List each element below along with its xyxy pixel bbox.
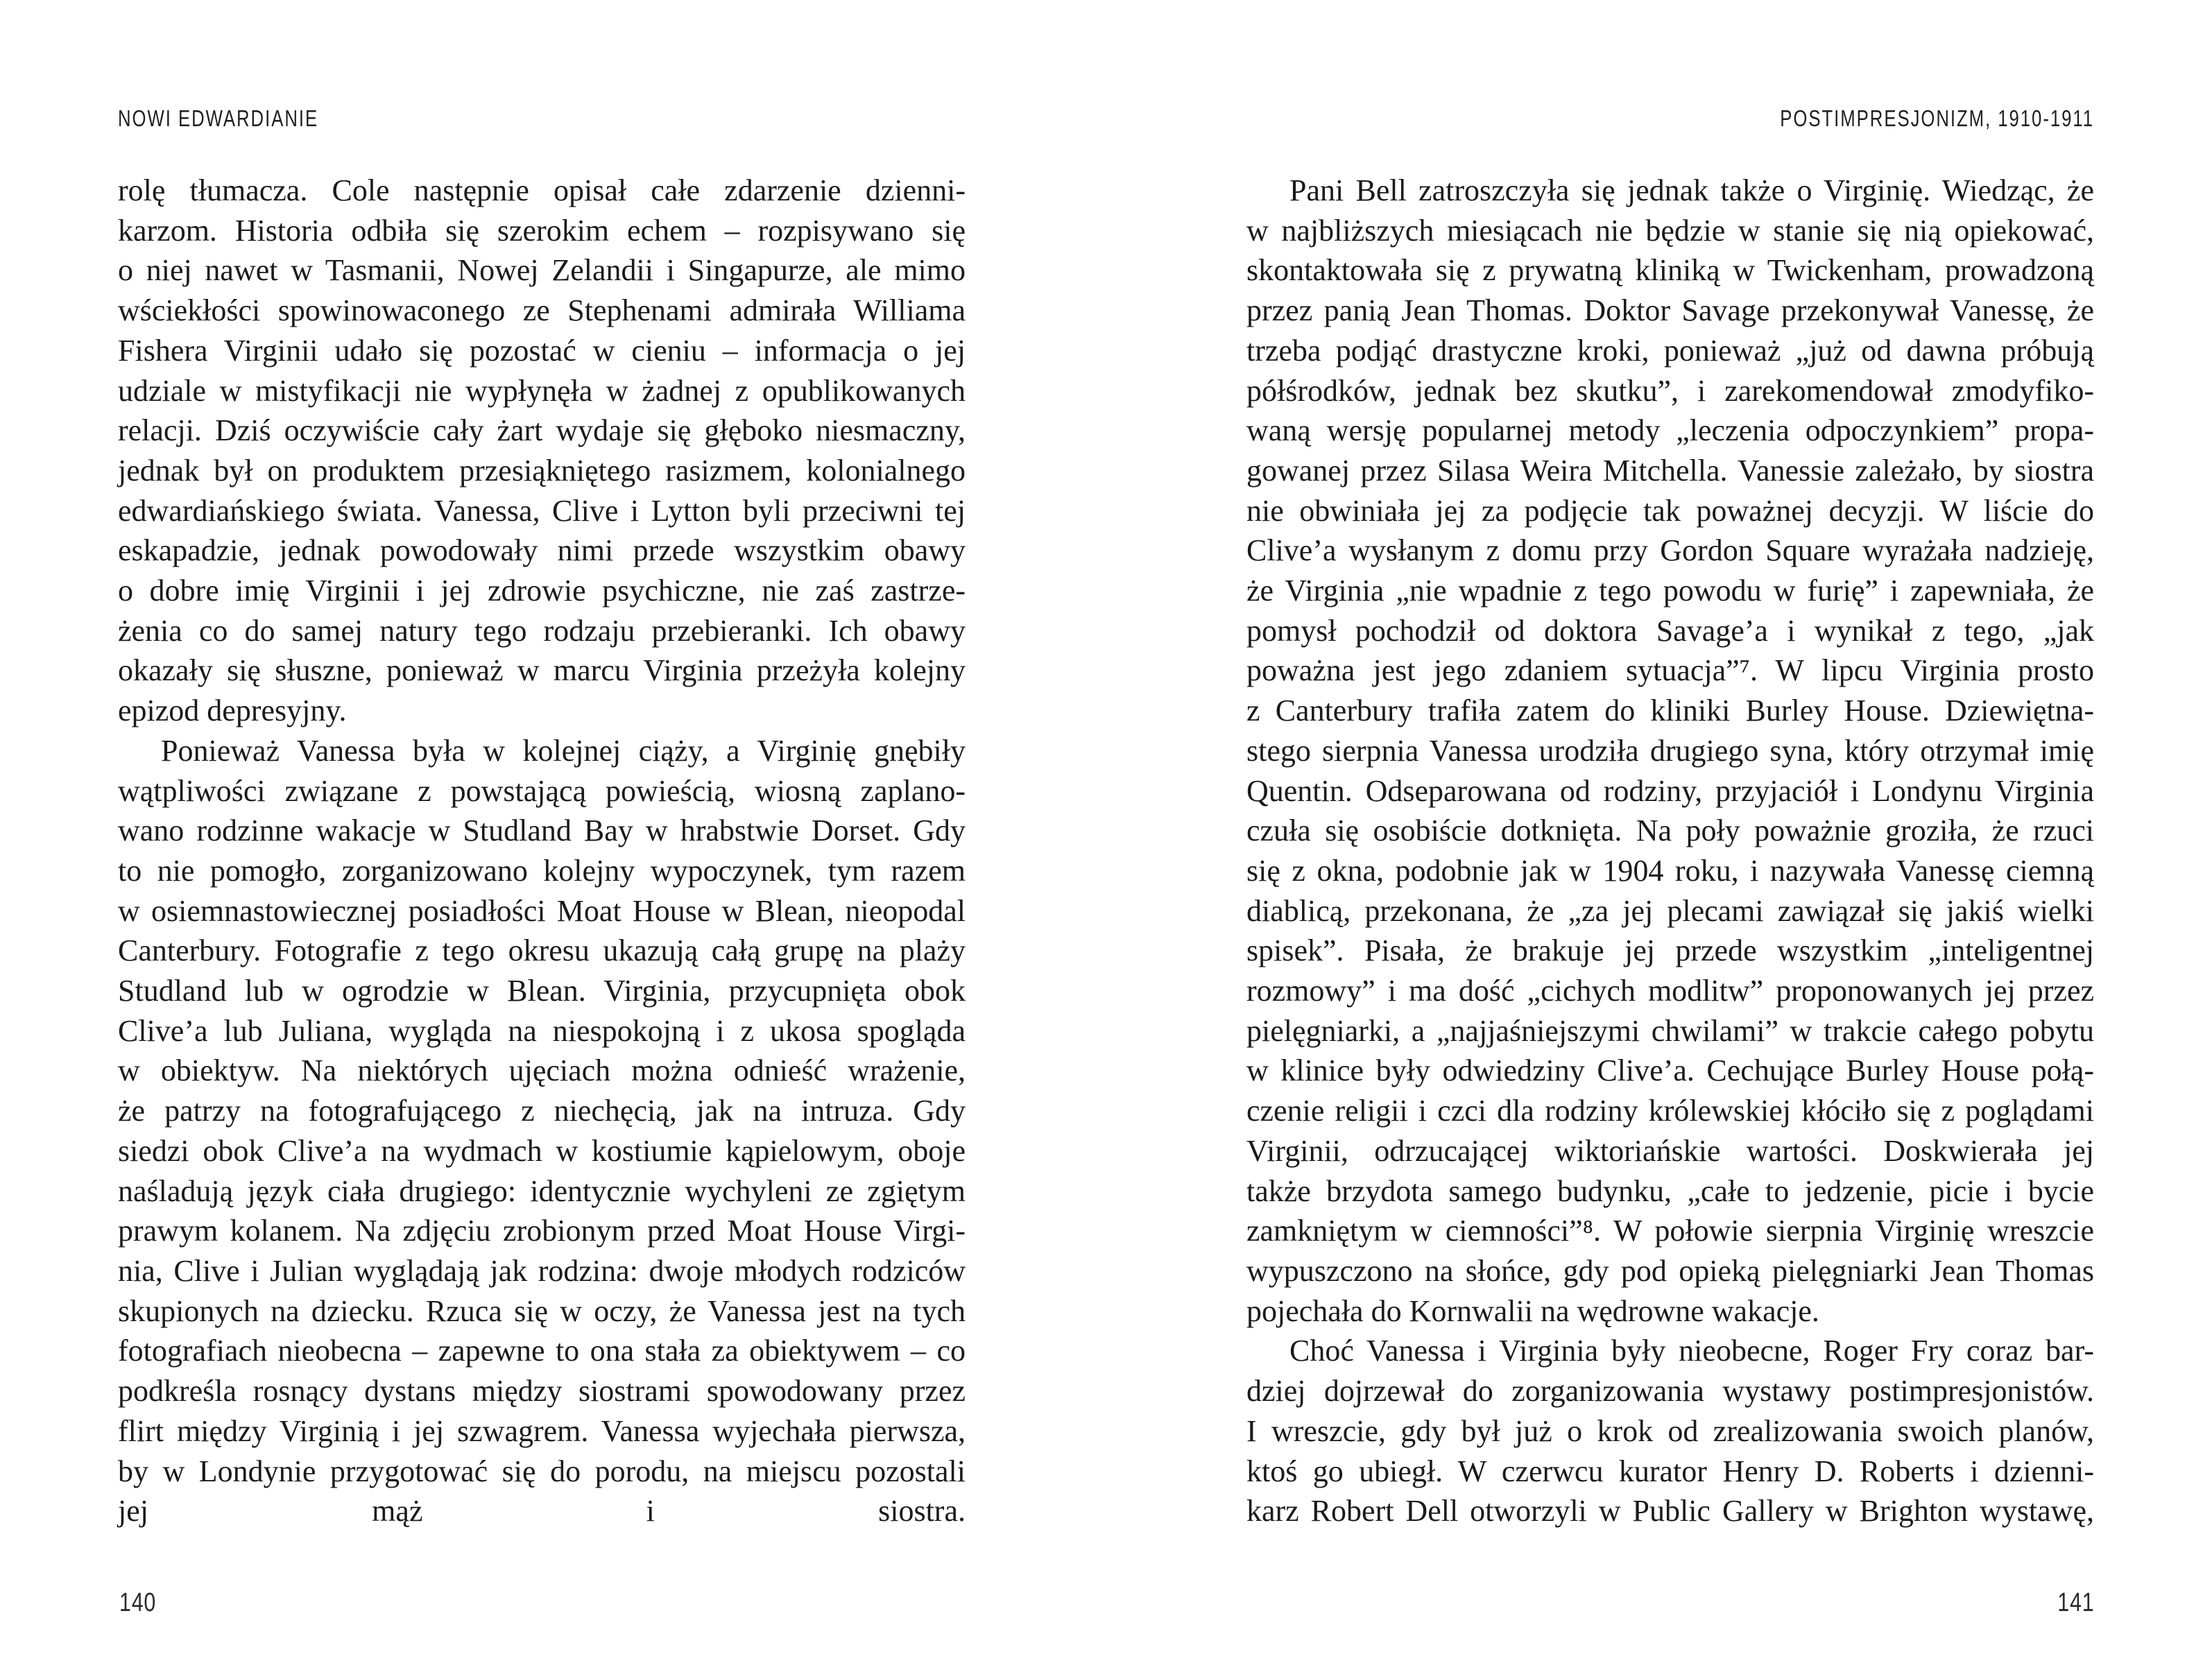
text-line: relacji. Dziś oczywiście cały żart wydaje się głęboko niesmaczny, — [118, 413, 966, 448]
text-line: spisek”. Pisała, że brakuje jej przede wszystkim „inteligentnej — [1246, 933, 2094, 968]
text-line: Choć Vanessa i Virginia były nieobecne, Roger Fry coraz bar- — [1289, 1334, 2094, 1368]
text-line: jej mąż i siostra. — [118, 1494, 966, 1529]
text-line: rolę tłumacza. Cole następnie opisał całe zdarzenie dzienni- — [118, 173, 966, 207]
page-body-left — [118, 171, 966, 1531]
text-line: wściekłości spowinowaconego ze Stephenami admirała Williama — [118, 293, 966, 328]
text-line: epizod depresyjny. — [118, 694, 347, 728]
text-line: by w Londynie przygotować się do porodu, na miejscu pozostali — [118, 1454, 966, 1488]
text-line: Clive’a lub Juliana, wygląda na niespokojną i z ukosa spogląda — [118, 1013, 966, 1048]
text-line: w klinice były odwiedziny Clive’a. Cechujące Burley House połą- — [1246, 1053, 2094, 1088]
text-line: czenie religii i czci dla rodziny królewskiej kłóciło się z poglądami — [1246, 1094, 2094, 1128]
page-number-right: 141 — [2057, 1588, 2094, 1617]
page-body-right — [1246, 171, 2094, 1531]
text-line: Ponieważ Vanessa była w kolejnej ciąży, a Virginię gnębiły — [161, 733, 966, 768]
text-line: karz Robert Dell otworzyli w Public Gallery w Brighton wystawę, — [1246, 1494, 2094, 1529]
text-line: z Canterbury trafiła zatem do kliniki Burley House. Dziewiętna- — [1246, 694, 2094, 728]
text-line: gowanej przez Silasa Weira Mitchella. Vanessie zależało, by siostra — [1246, 453, 2094, 488]
text-line: diablicą, przekonana, że „za jej plecami zawiązał się jakiś wielki — [1246, 893, 2094, 928]
text-line: edwardiańskiego świata. Vanessa, Clive i Lytton byli przeciwni tej — [118, 493, 966, 528]
text-line: fotografiach nieobecna – zapewne to ona stała za obiektywem – co — [118, 1334, 966, 1368]
text-line: pomysł pochodził od doktora Savage’a i wynikał z tego, „jak — [1246, 613, 2094, 648]
page-number-left: 140 — [119, 1588, 157, 1617]
text-line: pojechała do Kornwalii na wędrowne wakacje. — [1246, 1293, 1819, 1328]
text-line: podkreśla rosnący dystans między siostrami spowodowany przez — [118, 1374, 966, 1409]
text-line: Clive’a wysłanym z domu przy Gordon Square wyrażała nadzieję, — [1246, 533, 2094, 568]
text-line: karzom. Historia odbiła się szerokim echem – rozpisywano się — [118, 213, 966, 248]
text-line: w osiemnastowiecznej posiadłości Moat House w Blean, nieopodal — [118, 893, 966, 928]
text-line: waną wersję popularnej metody „leczenia odpoczynkiem” propa- — [1246, 413, 2094, 448]
text-line: Quentin. Odseparowana od rodziny, przyjaciół i Londynu Virginia — [1246, 773, 2094, 808]
text-line: rozmowy” i ma dość „cichych modlitw” proponowanych jej przez — [1246, 974, 2094, 1008]
text-line: że Virginia „nie wpadnie z tego powodu w furię” i zapewniała, że — [1246, 574, 2094, 608]
text-line: żenia co do samej natury tego rodzaju przebieranki. Ich obawy — [118, 613, 966, 648]
text-line: flirt między Virginią i jej szwagrem. Vanessa wyjechała pierwsza, — [118, 1413, 966, 1448]
page-left — [118, 105, 966, 1531]
text-line: że patrzy na fotografującego z niechęcią, jak na intruza. Gdy — [118, 1094, 966, 1128]
text-line: przez panią Jean Thomas. Doktor Savage przekonywał Vanessę, że — [1246, 293, 2094, 328]
text-line: I wreszcie, gdy był już o krok od zrealizowania swoich planów, — [1246, 1413, 2094, 1448]
text-line: siedzi obok Clive’a na wydmach w kostiumie kąpielowym, oboje — [118, 1133, 966, 1168]
text-line: dziej dojrzewał do zorganizowania wystawy postimpresjonistów. — [1246, 1374, 2094, 1409]
text-line: wypuszczono na słońce, gdy pod opieką pielęgniarki Jean Thomas — [1246, 1253, 2094, 1288]
text-line: o niej nawet w Tasmanii, Nowej Zelandii i Singapurze, ale mimo — [118, 253, 966, 288]
text-line: okazały się słuszne, ponieważ w marcu Virginia przeżyła kolejny — [118, 653, 966, 688]
text-line: Pani Bell zatroszczyła się jednak także o Virginię. Wiedząc, że — [1289, 173, 2094, 207]
text-line: prawym kolanem. Na zdjęciu zrobionym przed Moat House Virgi- — [118, 1214, 966, 1248]
text-line: jednak był on produktem przesiąkniętego rasizmem, kolonialnego — [118, 453, 966, 488]
text-line: w najbliższych miesiącach nie będzie w stanie się nią opiekować, — [1246, 213, 2094, 248]
text-line: naśladują język ciała drugiego: identycznie wychyleni ze zgiętym — [118, 1173, 966, 1208]
text-line: półśrodków, jednak bez skutku”, i zarekomendował zmodyfiko- — [1246, 373, 2094, 408]
text-line: wątpliwości związane z powstającą powieścią, wiosną zaplano- — [118, 773, 966, 808]
text-line: Virginii, odrzucającej wiktoriańskie wartości. Doskwierała jej — [1246, 1133, 2094, 1168]
text-line: wano rodzinne wakacje w Studland Bay w hrabstwie Dorset. Gdy — [118, 813, 966, 848]
text-line: się z okna, podobnie jak w 1904 roku, i nazywała Vanessę ciemną — [1246, 853, 2094, 888]
running-header-left: NOWI EDWARDIANIE — [118, 105, 319, 131]
text-line: Fishera Virginii udało się pozostać w cieniu – informacja o jej — [118, 333, 966, 368]
text-line: Canterbury. Fotografie z tego okresu ukazują całą grupę na plaży — [118, 933, 966, 968]
text-line: nia, Clive i Julian wyglądają jak rodzina: dwoje młodych rodziców — [118, 1253, 966, 1288]
text-line: skontaktowała się z prywatną kliniką w Twickenham, prowadzoną — [1246, 253, 2094, 288]
text-line: stego sierpnia Vanessa urodziła drugiego syna, który otrzymał imię — [1246, 733, 2094, 768]
text-line: także brzydota samego budynku, „całe to jedzenie, picie i bycie — [1246, 1173, 2094, 1208]
text-line: to nie pomogło, zorganizowano kolejny wypoczynek, tym razem — [118, 853, 966, 888]
text-line: zamkniętym w ciemności”⁸. W połowie sierpnia Virginię wreszcie — [1246, 1214, 2094, 1248]
text-line: udziale w mistyfikacji nie wypłynęła w żadnej z opublikowanych — [118, 373, 966, 408]
text-line: ktoś go ubiegł. W czerwcu kurator Henry D. Roberts i dzienni- — [1246, 1454, 2094, 1488]
page-right — [1246, 105, 2094, 1531]
text-line: o dobre imię Virginii i jej zdrowie psychiczne, nie zaś zastrze- — [118, 574, 966, 608]
text-line: skupionych na dziecku. Rzuca się w oczy, że Vanessa jest na tych — [118, 1293, 966, 1328]
text-line: pielęgniarki, a „najjaśniejszymi chwilami” w trakcie całego pobytu — [1246, 1013, 2094, 1048]
text-line: poważna jest jego zdaniem sytuacja”⁷. W lipcu Virginia prosto — [1246, 653, 2094, 688]
text-line: nie obwiniała jej za podjęcie tak poważnej decyzji. W liście do — [1246, 493, 2094, 528]
text-line: czuła się osobiście dotknięta. Na poły poważnie groziła, że rzuci — [1246, 813, 2094, 848]
running-header-right: POSTIMPRESJONIZM, 1910-1911 — [1780, 105, 2094, 131]
text-line: w obiektyw. Na niektórych ujęciach można odnieść wrażenie, — [118, 1053, 966, 1088]
text-line: Studland lub w ogrodzie w Blean. Virginia, przycupnięta obok — [118, 974, 966, 1008]
text-line: eskapadzie, jednak powodowały nimi przede wszystkim obawy — [118, 533, 966, 568]
text-line: trzeba podjąć drastyczne kroki, ponieważ „już od dawna próbują — [1246, 333, 2094, 368]
